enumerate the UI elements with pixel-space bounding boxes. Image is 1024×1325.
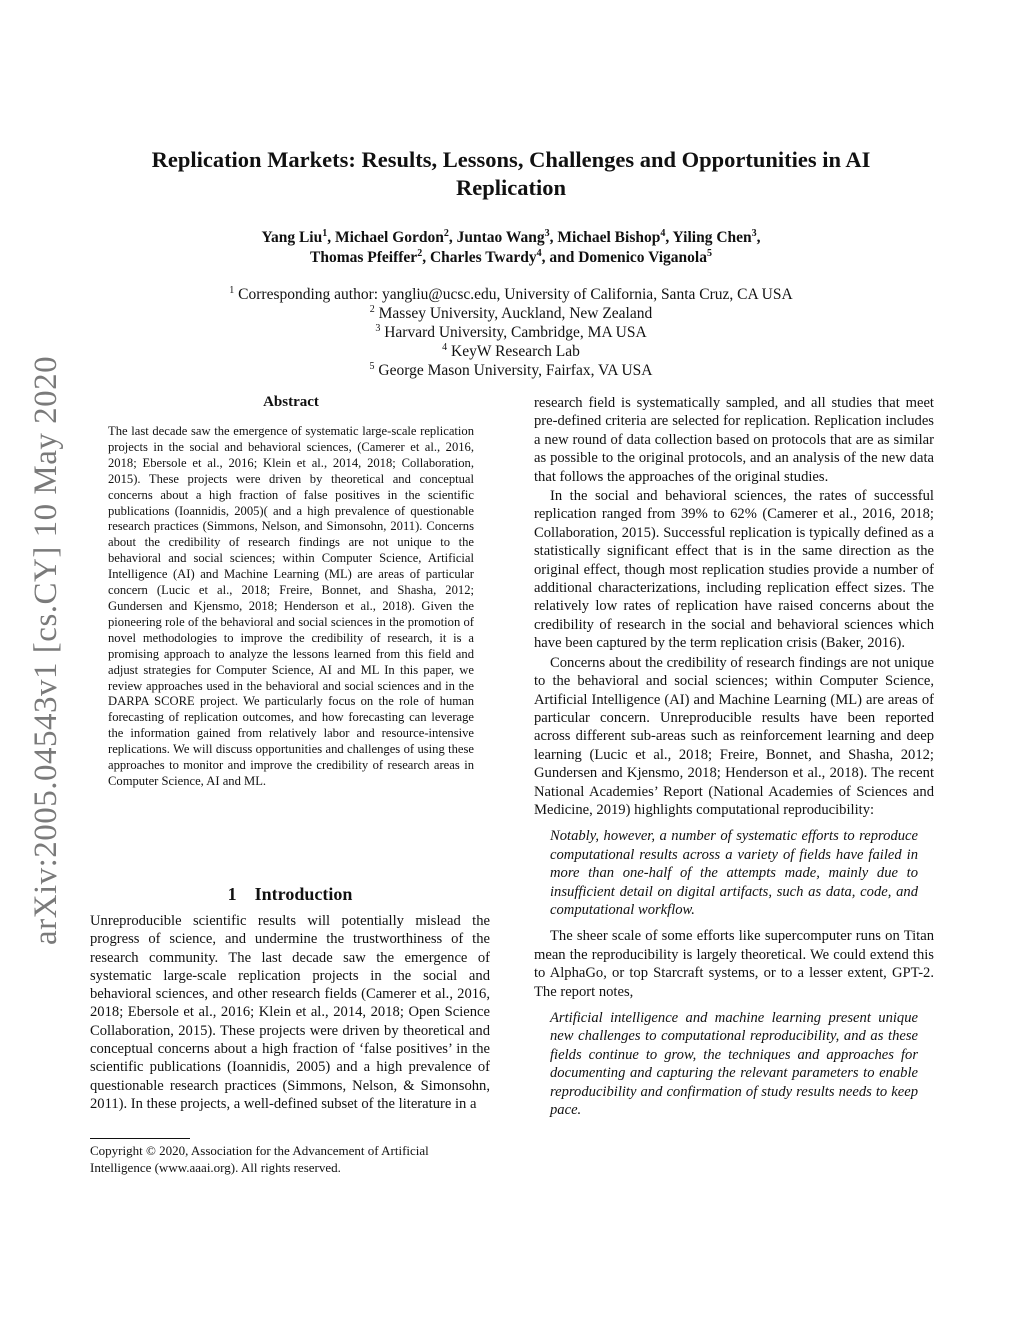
section-title: Introduction xyxy=(254,884,353,904)
section-heading-introduction xyxy=(90,884,490,905)
author: Michael Bishop$^4$ xyxy=(557,227,666,246)
author: Michael Gordon$^2$ xyxy=(334,227,449,246)
affiliation: $^1$ Corresponding author: yangliu@ucsc.edu, University of California, Santa Cruz, CA USA xyxy=(229,284,793,303)
copyright-footnote: Copyright © 2020, Association for the Advancement of Artificial Intelligence (www.aaai.org). All rights reserved. xyxy=(90,1143,429,1175)
affiliation: $^5$ George Mason University, Fairfax, VA USA xyxy=(369,360,653,379)
paragraph: The sheer scale of some efforts like supercomputer runs on Titan mean the reproducibility is largely theoretical. We could extend this to AlphaGo, or top Starcraft systems, or to a lesser extent, GPT-2. The report notes, xyxy=(534,928,934,1000)
author: Domenico Viganola$^5$ xyxy=(578,247,712,266)
paragraph: Concerns about the credibility of research findings are not unique to the behavioral and social sciences; within Computer Science, Artificial Intelligence (AI) and Machine Learning (ML) are areas of particular concern. Unreproducible results have been reported across different sub-areas such as reinforcement learning and deep learning (Lucic et al., 2018; Freire, Bonnet, and Shasha, 2012; Gundersen and Kjensmo, 2018; Henderson et al., 2018). The recent National Academies’ Report (National Academies of Sciences and Medicine, 2019) highlights computational reproducibility: xyxy=(534,654,934,818)
introduction-paragraph: Unreproducible scientific results will potentially mislead the progress of science, and undermine the trustworthiness of the research community. The last decade saw the emergence of systematic large-scale replication projects in the social and behavioral sciences, and other research fields (Camerer et al., 2016, 2018; Ebersole et al., 2016; Klein et al., 2014, 2018; Open Science Collaboration, 2015). These projects were driven by theoretical and conceptual concerns about a high fraction of ‘false positives’ in the scientific publications (Ioannidis, 2005) and a high prevalence of questionable research practices (Simmons, Nelson, & Simonsohn, 2011). In these projects, a well-defined subset of the literature in a xyxy=(90,913,490,1112)
paragraph: In the social and behavioral sciences, the rates of successful replication ranged from 39% to 62% (Camerer et al., 2016, 2018; Collaboration, 2015). Successful replication is typically defined as a statistically significant effect that is in the same direction as the original effect, though most replication studies provide a number of additional characterizations, including replication effect sizes. The relatively low rates of replication have raised concerns about the credibility of research in the social and behavioral sciences which have been captured by the term replication crisis (Baker, 2016). xyxy=(534,488,934,652)
author: Yang Liu$^1$ xyxy=(261,227,328,246)
abstract-body: The last decade saw the emergence of systematic large-scale replication projects in the social and behavioral sciences, (Camerer et al., 2016, 2018; Ebersole et al., 2016; Klein et al., 2014, 2018; Collaboration, 2015). These projects were driven by theoretical and conceptual concerns about a high fraction of false positives in the scientific publications (Ioannidis, 2005)( and a high prevalence of questionable research practices (Simmons, Nelson, and Simonsohn, 2011). Concerns about the credibility of research findings are not unique to the behavioral and social sciences; within Computer Science, Artificial Intelligence (AI) and Machine Learning (ML) are areas of particular concern (Lucic et al., 2018; Freire, Bonnet, and Shasha, 2012; Gundersen and Kjensmo, 2018; Henderson et al., 2018). Given the pioneering role of the behavioral and social sciences in the promotion of novel methodologies to improve the credibility of research, it is a promising approach to analyze the lessons learned from this field and adjust strategies for Computer Science, AI and ML In this paper, we review approaches used in the behavioral and social sciences and in the DARPA SCORE project. We particularly focus on the role of human forecasting of replication outcomes, and how forecasting can leverage the information gained from relatively labor and resource-intensive replications. We will discuss opportunities and challenges of using these approaches to monitor and improve the credibility of research areas in Computer Science, AI and ML. xyxy=(108,424,474,788)
affiliation: $^2$ Massey University, Auckland, New Zealand xyxy=(369,303,653,322)
abstract-heading: Abstract xyxy=(263,394,319,410)
affiliation: $^3$ Harvard University, Cambridge, MA USA xyxy=(375,322,647,341)
block-quote: Notably, however, a number of systematic efforts to reproduce computational results across a variety of fields have failed in more than one-half of the attempts made, mainly due to insufficient detail on digital artifacts, such as data, code, and computational workflow. xyxy=(550,828,918,918)
author: Yiling Chen$^3$ xyxy=(672,227,757,246)
affiliation-list xyxy=(160,285,862,380)
section-number: 1 xyxy=(227,884,237,904)
author: Juntao Wang$^3$ xyxy=(456,227,550,246)
author-list: Yang Liu$^1$, Michael Gordon$^2$, Juntao Wang$^3$, Michael Bishop$^4$, Yiling Chen$^3$, Thomas Pfeiffer$^2$, Charles Twardy$^4$, and Domenico Viganola$^5$ xyxy=(261,227,761,266)
right-column xyxy=(534,394,934,1127)
paper-title: Replication Markets: Results, Lessons, Challenges and Opportunities in AI Replication xyxy=(151,147,871,200)
block-quote: Artificial intelligence and machine learning present unique new challenges to computational reproducibility, and as these fields continue to grow, the techniques and approaches for documenting and capturing the relevant parameters to enable reproducibility and confirmation of study results needs to keep pace. xyxy=(550,1010,918,1119)
author: Charles Twardy$^4$ xyxy=(429,247,542,266)
authors-conjunction: and xyxy=(549,249,575,266)
author: Thomas Pfeiffer$^2$ xyxy=(310,247,423,266)
arxiv-identifier: arXiv:2005.04543v1 [cs.CY] 10 May 2020 xyxy=(28,355,64,945)
affiliation: $^4$ KeyW Research Lab xyxy=(442,341,580,360)
footnote-divider xyxy=(90,1138,190,1139)
paragraph: research field is systematically sampled, and all studies that meet pre-defined criteria are selected for replication. Replication includes a new round of data collection based on protocols that are as similar as possible to the original protocols, and an analysis of the new data that follows the approaches of the original studies. xyxy=(534,395,934,485)
